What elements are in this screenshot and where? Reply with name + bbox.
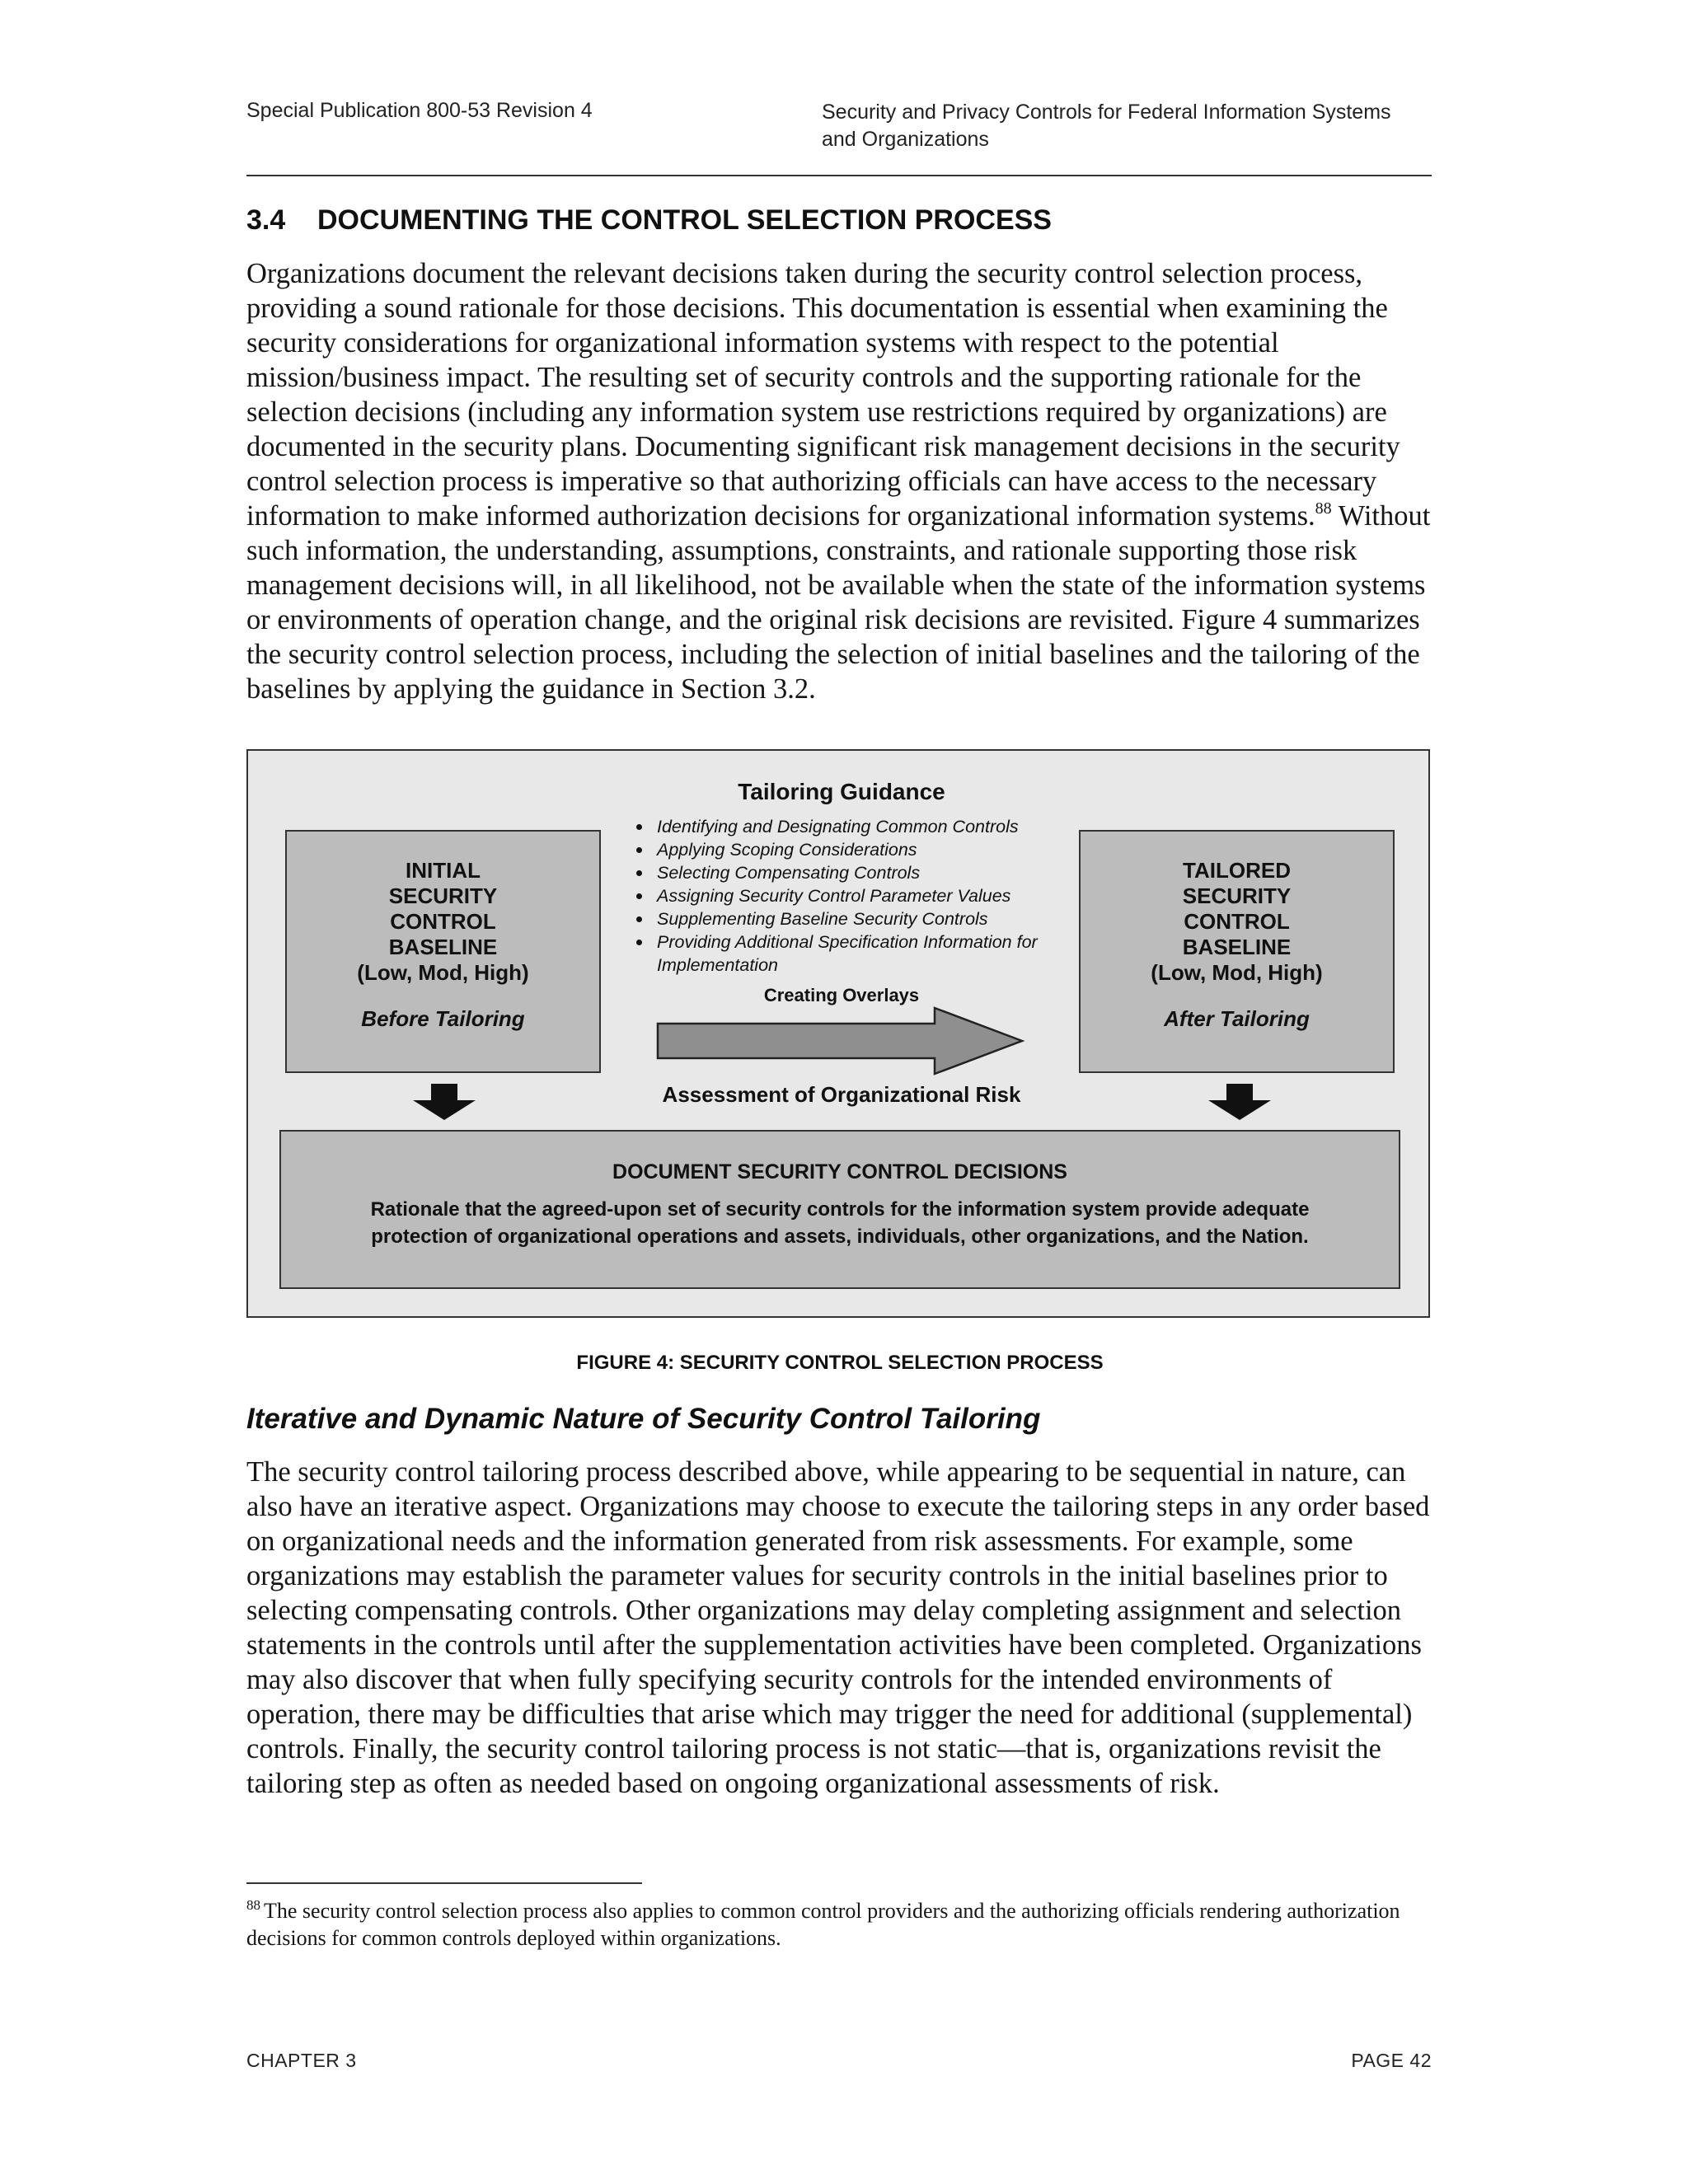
initial-baseline-box	[285, 830, 601, 1073]
after-tailoring-label: After Tailoring	[1164, 1006, 1310, 1031]
down-arrow-icon	[1208, 1084, 1271, 1120]
footer-page-number: PAGE 42	[1351, 2050, 1432, 2071]
tailored-box-line: CONTROL	[1184, 909, 1290, 934]
initial-box-line: CONTROL	[390, 909, 496, 934]
running-header-left: Special Publication 800-53 Revision 4	[246, 99, 593, 122]
assessment-risk-label: Assessment of Organizational Risk	[662, 1082, 1021, 1107]
figure-caption: FIGURE 4: SECURITY CONTROL SELECTION PROCESS	[576, 1352, 1104, 1374]
initial-box-line: BASELINE	[388, 935, 498, 959]
before-tailoring-label: Before Tailoring	[361, 1006, 525, 1031]
body-paragraph-1	[246, 256, 1437, 706]
tailored-box-line: SECURITY	[1182, 883, 1292, 908]
tailoring-item: Identifying and Designating Common Controls	[634, 815, 1085, 838]
section-number: 3.4	[246, 204, 286, 236]
tailoring-item: Applying Scoping Considerations	[634, 838, 1085, 861]
footnote-text: The security control selection process also applies to common control providers and the authorizing officials rendering authorization decisions for common controls deployed within organizations.	[246, 1899, 1400, 1950]
running-header-right	[822, 99, 1448, 153]
tailored-box-line: BASELINE	[1182, 935, 1292, 959]
footnote-number: 88	[246, 1897, 260, 1913]
paragraph1-text-b: Without such information, the understanding, assumptions, constraints, and rationale supporting those risk management decisions will, in all likelihood, not be available when the state of the information systems or environments of operation change, and the original risk decisions are revisited. Figure 4 summarizes the security control selection process, including the selection of initial baselines and the tailoring of the baselines by applying the guidance in Section 3.2.	[246, 500, 1431, 705]
document-decisions-box	[279, 1130, 1400, 1289]
right-arrow-icon	[656, 1006, 1025, 1076]
tailored-box-line: TAILORED	[1183, 858, 1291, 883]
tailoring-item: Supplementing Baseline Security Controls	[634, 907, 1085, 930]
creating-overlays-label: Creating Overlays	[763, 985, 920, 1005]
tailoring-guidance-title: Tailoring Guidance	[738, 779, 945, 804]
initial-box-line: SECURITY	[388, 883, 498, 908]
section-title: DOCUMENTING THE CONTROL SELECTION PROCESS	[317, 204, 1052, 236]
footnote-reference[interactable]: 88	[1315, 499, 1332, 518]
running-header-right-line2: and Organizations	[822, 128, 989, 151]
subsection-heading: Iterative and Dynamic Nature of Security Control Tailoring	[246, 1403, 1041, 1435]
footnote	[246, 1897, 1433, 1952]
running-header-right-line1: Security and Privacy Controls for Federal Information Systems	[822, 101, 1391, 124]
body-paragraph-2: The security control tailoring process described above, while appearing to be sequential in nature, can also have an iterative aspect. Organizations may choose to execute the tailoring steps in any order based on organizational needs and the information generated from risk assessments. For example, some organizations may establish the parameter values for security controls in the initial baselines prior to selecting compensating controls. Other organizations may delay completing assignment and selection statements in the controls until after the supplementation activities have been completed. Organizations may also discover that when fully specifying security controls for the intended environments of operation, there may be difficulties that arise which may trigger the need for additional (supplemental) controls. Finally, the security control tailoring process is not static—that is, organizations revisit the tailoring step as often as needed based on ongoing organizational assessments of risk.	[246, 1456, 1430, 1799]
footnote-rule	[246, 1882, 642, 1884]
initial-baseline-label	[287, 858, 599, 986]
section-heading	[246, 204, 1433, 237]
tailoring-item: Selecting Compensating Controls	[634, 861, 1085, 884]
tailored-baseline-box	[1079, 830, 1395, 1073]
tailored-box-line: (Low, Mod, High)	[1151, 960, 1323, 985]
tailored-baseline-label	[1081, 858, 1393, 986]
document-decisions-title: DOCUMENT SECURITY CONTROL DECISIONS	[612, 1160, 1067, 1183]
header-rule	[246, 175, 1432, 176]
down-arrow-icon	[413, 1084, 476, 1120]
initial-box-line: INITIAL	[406, 858, 481, 883]
document-decisions-rationale: Rationale that the agreed-upon set of security controls for the information system provide adequate protection of organizational operations and assets, individuals, other organizations, and the Nation.	[370, 1198, 1310, 1248]
tailoring-item: Assigning Security Control Parameter Values	[634, 884, 1085, 907]
initial-box-line: (Low, Mod, High)	[357, 960, 529, 985]
tailoring-item: Providing Additional Specification Information for Implementation	[634, 930, 1085, 977]
paragraph1-text-a: Organizations document the relevant decisions taken during the security control selection process, providing a sound rationale for those decisions. This documentation is essential when examining the security considerations for organizational information systems with respect to the potential mission/business impact. The resulting set of security controls and the supporting rationale for the selection decisions (including any information system use restrictions required by organizations) are documented in the security plans. Documenting significant risk management decisions in the security control selection process is imperative so that authorizing officials can have access to the necessary information to make informed authorization decisions for organizational information systems.	[246, 258, 1400, 532]
tailoring-guidance-list	[634, 815, 1085, 977]
document-decisions-text	[281, 1196, 1399, 1250]
figure-4-diagram	[246, 749, 1430, 1318]
footer-chapter: CHAPTER 3	[246, 2050, 357, 2071]
